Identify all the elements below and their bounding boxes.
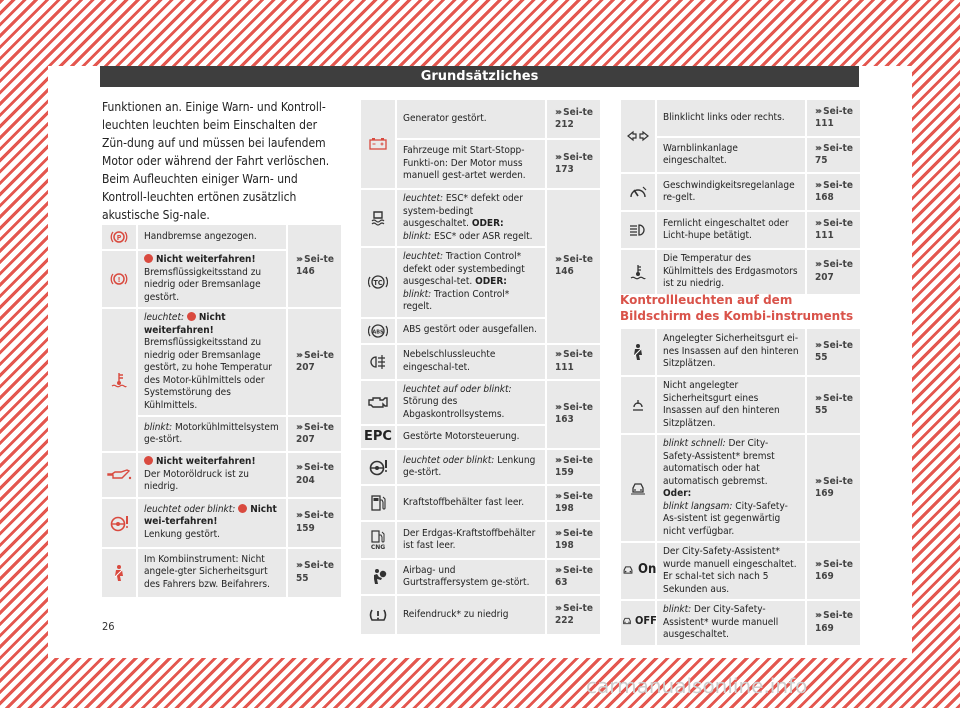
table-cell: Handbremse angezogen.: [137, 224, 287, 250]
page-title: Grundsätzliches: [420, 69, 539, 84]
table-cell: Reifendruck* zu niedrig: [396, 595, 546, 635]
city-safety-on-icon: On: [620, 542, 656, 600]
table-cell: leuchtet: ESC* defekt oder system-bedingt ausgeschaltet. ODER: blinkt: ESC* oder ASR regelt.: [396, 189, 546, 247]
page-ref: ››› Sei-te 173: [546, 139, 601, 189]
page-ref: ››› Sei-te 212: [546, 99, 601, 139]
svg-text:!: !: [117, 276, 121, 284]
page-ref: ››› Sei-te 111: [806, 99, 861, 137]
table-cell: blinkt: Motorkühlmittelsystem ge-stört.: [137, 416, 287, 452]
table-cell: Nicht weiterfahren! Der Motoröldruck ist zu niedrig.: [137, 452, 287, 498]
page-ref: ››› Sei-te 169: [806, 434, 861, 542]
intro-paragraph-1: Funktionen an. Einige Warn- und Kontroll-leuchten leuchten beim Einschalten der Zün-dung auf und müssen bei laufendem Motor oder während der Fahrt verlöschen.: [102, 100, 330, 168]
table-cell: leuchtet: Traction Control* defekt oder systembedingt ausgeschal-tet. ODER: blinkt: Traction Control* regelt.: [396, 247, 546, 318]
page-ref: ››› Sei-te 159: [287, 498, 342, 548]
table-cell: Blinklicht links oder rechts.: [656, 99, 806, 137]
table-cell: leuchtet: Nicht weiterfahren! Bremsflüssigkeitsstand zu niedrig oder Bremsanlage gestört, zu hohe Temperatur des Motor-kühlmittels oder Systemstörung des Kühlmittels.: [137, 308, 287, 416]
page-ref: ››› Sei-te 207: [806, 249, 861, 295]
section-heading: Kontrollleuchten auf dem Bildschirm des Kombi-instruments: [620, 293, 854, 323]
esc-icon: [360, 189, 396, 247]
intro-paragraph-2: Beim Aufleuchten einiger Warn- und Kontroll-leuchten ertönen zusätzlich akustische Sig-nale.: [102, 172, 298, 222]
oil-pressure-icon: [101, 452, 137, 498]
high-beam-icon: [620, 211, 656, 249]
table-cell: Die Temperatur des Kühlmittels des Erdgasmotors ist zu niedrig.: [656, 249, 806, 295]
airbag-icon: [360, 559, 396, 595]
cng-fuel-icon: CNG: [360, 521, 396, 559]
page-ref: ››› Sei-te 198: [546, 485, 601, 521]
stop-icon: [144, 254, 153, 263]
table-cell: Angelegter Sicherheitsgurt ei-nes Insassen auf den hinteren Sitzplätzen.: [656, 328, 806, 376]
city-safety-icon: [620, 434, 656, 542]
page-header: [100, 66, 859, 87]
indicator-table-3: [619, 98, 862, 296]
stop-icon: [238, 504, 247, 513]
rear-seatbelt-unfastened-icon: [620, 376, 656, 434]
page-ref: ››› Sei-te 169: [806, 542, 861, 600]
table-cell: leuchtet auf oder blinkt: Störung des Abgaskontrollsystems.: [396, 380, 546, 426]
page-ref: ››› Sei-te 168: [806, 173, 861, 211]
page-number: 26: [102, 620, 115, 633]
page-ref: ››› Sei-te 63: [546, 559, 601, 595]
table-cell: Gestörte Motorsteuerung.: [396, 425, 546, 449]
page-ref: ››› Sei-te 111: [806, 211, 861, 249]
warning-table-2: [359, 98, 602, 636]
coolant-temp-icon: [620, 249, 656, 295]
page-ref: ››› Sei-te 163: [546, 380, 601, 450]
page-ref: ››› Sei-te 159: [546, 449, 601, 485]
stop-icon: [144, 456, 153, 465]
battery-icon: [360, 99, 396, 189]
table-cell: Nicht weiterfahren! Bremsflüssigkeitsstand zu niedrig oder Bremsanlage gestört.: [137, 250, 287, 308]
page-ref: ››› Sei-te 198: [546, 521, 601, 559]
cruise-control-icon: [620, 173, 656, 211]
display-indicator-table: [619, 327, 862, 647]
table-cell: Fahrzeuge mit Start-Stopp-Funkti-on: Der Motor muss manuell gest-artet werden.: [396, 139, 546, 189]
city-safety-off-icon: OFF: [620, 600, 656, 646]
table-cell: Generator gestört.: [396, 99, 546, 139]
svg-text:P: P: [116, 234, 122, 242]
page-ref: ››› Sei-te 55: [287, 548, 342, 598]
brake-icon: [101, 224, 137, 250]
steering-icon: [360, 449, 396, 485]
table-cell: Airbag- und Gurtstraffersystem ge-stört.: [396, 559, 546, 595]
table-cell: blinkt: Der City-Safety-Assistent* wurde manuell ausgeschaltet.: [656, 600, 806, 646]
page-ref: ››› Sei-te 75: [806, 137, 861, 173]
page-ref: ››› Sei-te 169: [806, 600, 861, 646]
page-ref: ››› Sei-te 207: [287, 308, 342, 416]
page-ref: ››› Sei-te 55: [806, 328, 861, 376]
table-cell: Der Erdgas-Kraftstoffbehälter ist fast leer.: [396, 521, 546, 559]
stop-icon: [187, 312, 196, 321]
traction-control-icon: [360, 247, 396, 318]
table-cell: leuchtet oder blinkt: Lenkung ge-stört.: [396, 449, 546, 485]
fog-light-icon: [360, 344, 396, 380]
table-cell: Kraftstoffbehälter fast leer.: [396, 485, 546, 521]
rear-seatbelt-fastened-icon: [620, 328, 656, 376]
table-cell: blinkt schnell: Der City-Safety-Assistent* bremst automatisch oder hat automatisch gebremst. Oder: blinkt langsam: City-Safety-As-sistent ist gegenwärtig nicht verfügbar.: [656, 434, 806, 542]
page-ref: ››› Sei-te 111: [546, 344, 601, 380]
turn-signal-icon: [620, 99, 656, 173]
svg-text:ABS: ABS: [372, 329, 384, 335]
page-ref: ››› Sei-te 146: [546, 189, 601, 344]
seatbelt-icon: [101, 548, 137, 598]
table-cell: Im Kombiinstrument: Nicht angele-gter Sicherheitsgurt des Fahrers bzw. Beifahrers.: [137, 548, 287, 598]
engine-icon: [360, 380, 396, 426]
fuel-icon: [360, 485, 396, 521]
table-cell: Warnblinkanlage eingeschaltet.: [656, 137, 806, 173]
table-cell: Geschwindigkeitsregelanlage re-gelt.: [656, 173, 806, 211]
table-cell: Nebelschlussleuchte eingeschal-tet.: [396, 344, 546, 380]
tire-pressure-icon: [360, 595, 396, 635]
table-cell: Nicht angelegter Sicherheitsgurt eines Insassen auf den hinteren Sitzplätzen.: [656, 376, 806, 434]
svg-text:TC: TC: [373, 279, 383, 288]
table-cell: ABS gestört oder ausgefallen.: [396, 318, 546, 344]
table-cell: leuchtet oder blinkt: Nicht wei-terfahren! Lenkung gestört.: [137, 498, 287, 548]
table-cell: Der City-Safety-Assistent* wurde manuell eingeschaltet. Er schal-tet sich nach 5 Sekunden aus.: [656, 542, 806, 600]
page-ref: ››› Sei-te 222: [546, 595, 601, 635]
page-ref: ››› Sei-te 146: [287, 224, 342, 308]
table-cell: Fernlicht eingeschaltet oder Licht-hupe betätigt.: [656, 211, 806, 249]
steering-warning-icon: [101, 498, 137, 548]
page-ref: ››› Sei-te 55: [806, 376, 861, 434]
page-ref: ››› Sei-te 204: [287, 452, 342, 498]
page-ref: ››› Sei-te 207: [287, 416, 342, 452]
warning-table-1: [100, 223, 343, 599]
watermark: carmanualsonline.info: [586, 674, 808, 698]
coolant-icon: [101, 308, 137, 452]
abs-icon: [360, 318, 396, 344]
brake-warning-icon: [101, 250, 137, 308]
epc-icon: EPC: [360, 425, 396, 449]
